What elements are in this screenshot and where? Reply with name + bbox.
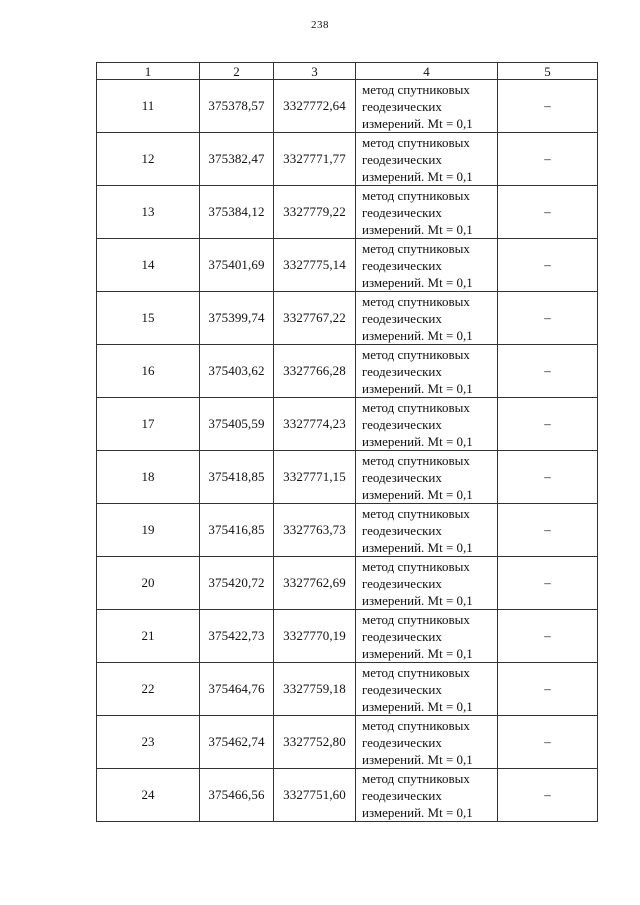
method-cell bbox=[356, 610, 498, 663]
table-row bbox=[97, 663, 598, 716]
method-text-line: метод спутниковых bbox=[362, 505, 470, 521]
column-header: 1 bbox=[97, 63, 200, 80]
method-text-line: геодезических bbox=[362, 257, 442, 273]
method-cell bbox=[356, 186, 498, 239]
method-text-line: геодезических bbox=[362, 734, 442, 750]
note-dash-cell: – bbox=[498, 451, 598, 504]
x-coordinate-cell: 375422,73 bbox=[200, 610, 274, 663]
point-number-cell: 17 bbox=[97, 398, 200, 451]
y-coordinate-cell: 3327759,18 bbox=[274, 663, 356, 716]
table-row bbox=[97, 769, 598, 822]
table-row bbox=[97, 133, 598, 186]
method-text-line: метод спутниковых bbox=[362, 293, 470, 309]
method-text-line: геодезических bbox=[362, 628, 442, 644]
x-coordinate-cell: 375405,59 bbox=[200, 398, 274, 451]
method-text-line: метод спутниковых bbox=[362, 717, 470, 733]
column-header: 3 bbox=[274, 63, 356, 80]
method-text-line: измерений. Mt = 0,1 bbox=[362, 433, 473, 449]
note-dash-cell: – bbox=[498, 80, 598, 133]
table-row bbox=[97, 292, 598, 345]
method-text-line: геодезических bbox=[362, 787, 442, 803]
table-row bbox=[97, 80, 598, 133]
method-cell bbox=[356, 663, 498, 716]
method-text-line: геодезических bbox=[362, 98, 442, 114]
note-dash-cell: – bbox=[498, 292, 598, 345]
method-cell bbox=[356, 504, 498, 557]
x-coordinate-cell: 375399,74 bbox=[200, 292, 274, 345]
table-row bbox=[97, 451, 598, 504]
method-text-line: измерений. Mt = 0,1 bbox=[362, 380, 473, 396]
method-text-line: метод спутниковых bbox=[362, 558, 470, 574]
note-dash-cell: – bbox=[498, 610, 598, 663]
point-number-cell: 23 bbox=[97, 716, 200, 769]
point-number-cell: 24 bbox=[97, 769, 200, 822]
x-coordinate-cell: 375403,62 bbox=[200, 345, 274, 398]
table-row bbox=[97, 239, 598, 292]
table-row bbox=[97, 716, 598, 769]
coordinates-table bbox=[96, 62, 598, 822]
page-number: 238 bbox=[311, 19, 329, 31]
note-dash-cell: – bbox=[498, 186, 598, 239]
note-dash-cell: – bbox=[498, 769, 598, 822]
table-row bbox=[97, 504, 598, 557]
method-text-line: геодезических bbox=[362, 575, 442, 591]
method-text-line: метод спутниковых bbox=[362, 770, 470, 786]
method-text-line: измерений. Mt = 0,1 bbox=[362, 327, 473, 343]
note-dash-cell: – bbox=[498, 398, 598, 451]
method-text-line: метод спутниковых bbox=[362, 81, 470, 97]
x-coordinate-cell: 375466,56 bbox=[200, 769, 274, 822]
x-coordinate-cell: 375401,69 bbox=[200, 239, 274, 292]
x-coordinate-cell: 375382,47 bbox=[200, 133, 274, 186]
method-cell bbox=[356, 451, 498, 504]
method-text-line: геодезических bbox=[362, 363, 442, 379]
method-text-line: измерений. Mt = 0,1 bbox=[362, 115, 473, 131]
y-coordinate-cell: 3327763,73 bbox=[274, 504, 356, 557]
method-text-line: метод спутниковых bbox=[362, 240, 470, 256]
method-text-line: метод спутниковых bbox=[362, 346, 470, 362]
y-coordinate-cell: 3327772,64 bbox=[274, 80, 356, 133]
x-coordinate-cell: 375416,85 bbox=[200, 504, 274, 557]
y-coordinate-cell: 3327774,23 bbox=[274, 398, 356, 451]
note-dash-cell: – bbox=[498, 504, 598, 557]
point-number-cell: 19 bbox=[97, 504, 200, 557]
note-dash-cell: – bbox=[498, 239, 598, 292]
method-text-line: геодезических bbox=[362, 310, 442, 326]
x-coordinate-cell: 375464,76 bbox=[200, 663, 274, 716]
column-header: 2 bbox=[200, 63, 274, 80]
x-coordinate-cell: 375462,74 bbox=[200, 716, 274, 769]
method-text-line: метод спутниковых bbox=[362, 611, 470, 627]
y-coordinate-cell: 3327779,22 bbox=[274, 186, 356, 239]
point-number-cell: 16 bbox=[97, 345, 200, 398]
y-coordinate-cell: 3327767,22 bbox=[274, 292, 356, 345]
y-coordinate-cell: 3327770,19 bbox=[274, 610, 356, 663]
y-coordinate-cell: 3327771,15 bbox=[274, 451, 356, 504]
x-coordinate-cell: 375384,12 bbox=[200, 186, 274, 239]
method-text-line: метод спутниковых bbox=[362, 134, 470, 150]
method-text-line: измерений. Mt = 0,1 bbox=[362, 645, 473, 661]
table-header-row bbox=[97, 63, 598, 80]
y-coordinate-cell: 3327766,28 bbox=[274, 345, 356, 398]
method-text-line: измерений. Mt = 0,1 bbox=[362, 168, 473, 184]
column-header: 4 bbox=[356, 63, 498, 80]
y-coordinate-cell: 3327762,69 bbox=[274, 557, 356, 610]
method-cell bbox=[356, 345, 498, 398]
method-text-line: измерений. Mt = 0,1 bbox=[362, 486, 473, 502]
method-text-line: метод спутниковых bbox=[362, 452, 470, 468]
table-row bbox=[97, 398, 598, 451]
method-text-line: геодезических bbox=[362, 204, 442, 220]
y-coordinate-cell: 3327775,14 bbox=[274, 239, 356, 292]
point-number-cell: 15 bbox=[97, 292, 200, 345]
table-row bbox=[97, 345, 598, 398]
method-cell bbox=[356, 716, 498, 769]
method-text-line: метод спутниковых bbox=[362, 187, 470, 203]
point-number-cell: 11 bbox=[97, 80, 200, 133]
point-number-cell: 21 bbox=[97, 610, 200, 663]
method-cell bbox=[356, 80, 498, 133]
method-cell bbox=[356, 239, 498, 292]
method-text-line: измерений. Mt = 0,1 bbox=[362, 274, 473, 290]
method-text-line: метод спутниковых bbox=[362, 399, 470, 415]
method-text-line: измерений. Mt = 0,1 bbox=[362, 539, 473, 555]
note-dash-cell: – bbox=[498, 133, 598, 186]
method-text-line: измерений. Mt = 0,1 bbox=[362, 592, 473, 608]
table-row bbox=[97, 186, 598, 239]
method-text-line: измерений. Mt = 0,1 bbox=[362, 698, 473, 714]
note-dash-cell: – bbox=[498, 345, 598, 398]
method-text-line: измерений. Mt = 0,1 bbox=[362, 221, 473, 237]
x-coordinate-cell: 375378,57 bbox=[200, 80, 274, 133]
point-number-cell: 22 bbox=[97, 663, 200, 716]
note-dash-cell: – bbox=[498, 716, 598, 769]
x-coordinate-cell: 375418,85 bbox=[200, 451, 274, 504]
y-coordinate-cell: 3327752,80 bbox=[274, 716, 356, 769]
x-coordinate-cell: 375420,72 bbox=[200, 557, 274, 610]
method-text-line: геодезических bbox=[362, 522, 442, 538]
table-row bbox=[97, 610, 598, 663]
method-cell bbox=[356, 133, 498, 186]
point-number-cell: 14 bbox=[97, 239, 200, 292]
method-cell bbox=[356, 557, 498, 610]
method-cell bbox=[356, 398, 498, 451]
point-number-cell: 12 bbox=[97, 133, 200, 186]
point-number-cell: 20 bbox=[97, 557, 200, 610]
y-coordinate-cell: 3327751,60 bbox=[274, 769, 356, 822]
method-text-line: геодезических bbox=[362, 151, 442, 167]
note-dash-cell: – bbox=[498, 663, 598, 716]
method-text-line: метод спутниковых bbox=[362, 664, 470, 680]
method-text-line: измерений. Mt = 0,1 bbox=[362, 751, 473, 767]
point-number-cell: 13 bbox=[97, 186, 200, 239]
note-dash-cell: – bbox=[498, 557, 598, 610]
method-text-line: геодезических bbox=[362, 469, 442, 485]
method-cell bbox=[356, 292, 498, 345]
table-row bbox=[97, 557, 598, 610]
method-text-line: геодезических bbox=[362, 681, 442, 697]
column-header: 5 bbox=[498, 63, 598, 80]
method-text-line: измерений. Mt = 0,1 bbox=[362, 804, 473, 820]
method-cell bbox=[356, 769, 498, 822]
point-number-cell: 18 bbox=[97, 451, 200, 504]
y-coordinate-cell: 3327771,77 bbox=[274, 133, 356, 186]
method-text-line: геодезических bbox=[362, 416, 442, 432]
